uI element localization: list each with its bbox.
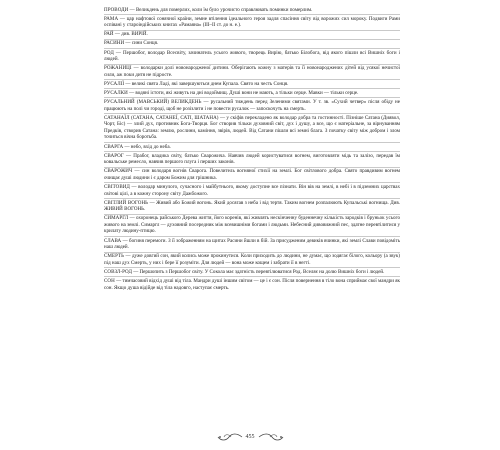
entry-dash: — [124,40,132,47]
page-ornament [217,432,284,442]
entry-definition: сини Сонця. [131,40,159,47]
entry-dash: — [128,215,137,222]
entry-dash: — [131,268,140,275]
entry-term: РАСИНИ [104,40,125,47]
entry-term: СИМАРГЛ [104,215,129,222]
entry-dash: — [113,31,122,38]
glossary-entry [104,268,400,277]
entry-term: РОД [104,49,114,56]
glossary-entry [104,65,400,81]
right-flourish-icon [258,432,284,442]
left-flourish-icon [217,432,243,442]
entry-definition: богиня перемоги. З її зображенням на щитах Расини йшли в бій. За присудженим девиків вчинки, які землі Слави повідоміть наш людей. [104,237,400,251]
entry-term: СВІТОВИД [104,183,130,190]
entry-definition: тимчасовий відхід душі від тіла. Мандри душі іншим світом — це і є сон. Після повернення в тіло вона сприймає свої мандри як сон. Якщо душа відійде від тіла надовго, наступає смерть. [104,277,400,291]
glossary-entry [104,237,400,253]
glossary-entry [104,31,400,40]
entry-dash: — [131,65,141,72]
entry-term: РУСАЛЬНИЙ (МАВСЬКИЙ) ВЕЛИКДЕНЬ [104,99,202,105]
page-number: 455 [245,434,255,440]
entry-term: СВАРГА [104,143,124,150]
glossary-entry [104,253,400,269]
entry-dash: — [129,183,139,190]
glossary-entry [104,114,400,143]
entry-dash: — [121,237,130,244]
entry-term: СМЕРТЬ [104,253,125,260]
glossary-entry [104,152,400,168]
entry-dash: — [118,15,127,22]
entry-dash: — [128,6,136,13]
glossary-entry [104,6,400,15]
entry-term: САТАНАЇЛ (САТАНА, САТАНЕЇ, САТІ, ШАТАНА) [104,114,219,121]
entry-term: ПРОВОДИ [104,6,129,13]
glossary-entry [104,40,400,49]
entry-term: СВАРОЖИЧ [104,168,133,175]
entry-dash: — [218,114,227,121]
glossary-entry [104,183,400,199]
entry-dash: — [124,253,132,260]
entry-definition: див. ВИРІЙ. [121,31,148,38]
entry-definition: русальний тиждень перед Зеленими святами. У т. зв. «Сухий четвер» після обіду не працюють на полі чи городі, щоб не розізлити і не повести русалок — запоскочуть на смерть. [104,99,400,112]
entry-definition: водяні істоти, які живуть на дні водоймищ. Душі вони не мають, а тільки серце. Мавки — тільки серце. [135,89,359,96]
entry-dash: — [148,199,157,206]
entry-dash: — [123,143,131,150]
entry-term: РАМА [104,15,119,22]
entry-definition: у скіфів перекладено як володар добра та гостинності. Пізніше Сатана (Диявол, Чорт, Біс) — злий дух, противник Бога-Творця. Бог створив тільки духовний світ, дух і душу, а все, що є матеріальне, за вірнуванням Предків, створив Сатана: землю, рослини, каміння, звірів, людей. Від Сатани пішли всі земні блага. З початку світу між добром і злом точиться вічна боротьба. [104,114,400,141]
entry-dash: — [123,152,134,159]
page-footer [0,431,500,443]
glossary-entry [104,98,400,114]
entry-term: СВІТЛИЙ ВОГОНЬ [104,199,149,206]
entry-definition: Прабог, владика світу, батько Сварожича. Навчив людей користуватися вогнем, виготовляти мідь та залізо, передав їм ковальське ремесло, навчив першого плуга і перших законів. [104,152,400,166]
glossary-entry [104,89,400,98]
glossary-entry [104,215,400,237]
entry-dash: — [127,89,136,96]
entry-term: РУСАЛКИ [104,89,128,96]
entry-term: СОН [104,277,115,284]
entry-definition: великі свята Ладі, які завершуються днем Купала. Свято на честь Сонця. [131,80,289,87]
entry-dash: — [114,277,123,284]
entry-definition: дуже довгий сон, який колись може прокинутися. Коли приходить до людини, не думає, що зодягає білого, кольору (а звук) під наш дух Смерть, у них і бере її розуміти. Для людей — вона може кощем і забрати її в негті. [104,253,400,266]
glossary-entry [104,15,400,31]
glossary-entry [104,80,400,89]
entry-definition: син володаря вогнів Сварога. Повелитель вогняної стихії на землі. Бог світлового добра. Свято правдивим вогнем очищає душі людини і є даром Божим для грішника. [104,168,400,181]
entry-definition: Великдень для померлих, коли їм було урочисто справлювать поминки померлим. [135,6,313,13]
entry-definition: охоронець райського Дерева життя, його коренів, які живлять нескінченну буденнечну кількість зародків і бруньок усього живого на землі. Симаргл — духовний посередник між всевишніми богами і людьми. Небесний дивовижний пес, здатне перевтілитися у крилату людину-птицю. [104,215,400,235]
entry-term: РАЙ [104,31,114,38]
entry-definition: небо, вхід до неба. [130,143,171,150]
entry-dash: — [113,49,124,56]
glossary-entry [104,49,400,65]
entry-definition: Живий або Божий вогонь. Який досягав з неба і від тертя. Таким вогнем розпалюють Купальські вогнища. Див. ЖИВИЙ ВОГОНЬ. [104,199,400,213]
entry-dash: — [201,99,211,105]
entry-term: СВАРОГ [104,152,124,159]
glossary-entry [104,168,400,184]
entry-term: РОЖАНИЦІ [104,65,132,72]
entry-definition: володар минулого, сучасного і майбутнього, якому доступне все пізнати. Він вів на землі, в небі і в підземних царствах світові цілі, а в кожну сторону світу Дажбожого. [104,183,400,197]
glossary-entry [104,277,400,292]
entry-term: РУСАЛІЇ [104,80,125,87]
entry-definition: Першопить з Першобог світу. У Сокола має здатність перевтілюватися Род. Вселяє на долю Вишніх боги і людей. [139,268,385,275]
entry-dash: — [132,168,142,175]
entry-term: СЛАВА [104,237,122,244]
entry-definition: володарки долі новонародженої дитини. Оберігають кожну з матерів та її новонароджених дітей від усякої нечистої сили, аж поки дитя не підросте. [104,65,400,78]
glossary-entry [104,143,400,152]
entry-definition: Першобог, володар Всесвіту, зачинатель усього живого, творець Вирію, батько Білобога, від якого пішли всі Вишніх боги і людей. [104,49,401,63]
entry-term: СОВЗЛ-РОД [104,268,132,275]
entry-definition: цар нафтової сонячної країни, земне втілення ідеального героя задля спасіння світу від ворожих сил мороку. Подвиги Рами оспівані у староіндійських книгах «Рамаяна» (ІІІ–ІІ ст. до н. е.). [104,15,400,29]
glossary-page [104,6,400,292]
entry-dash: — [124,80,132,87]
glossary-entry [104,199,400,215]
